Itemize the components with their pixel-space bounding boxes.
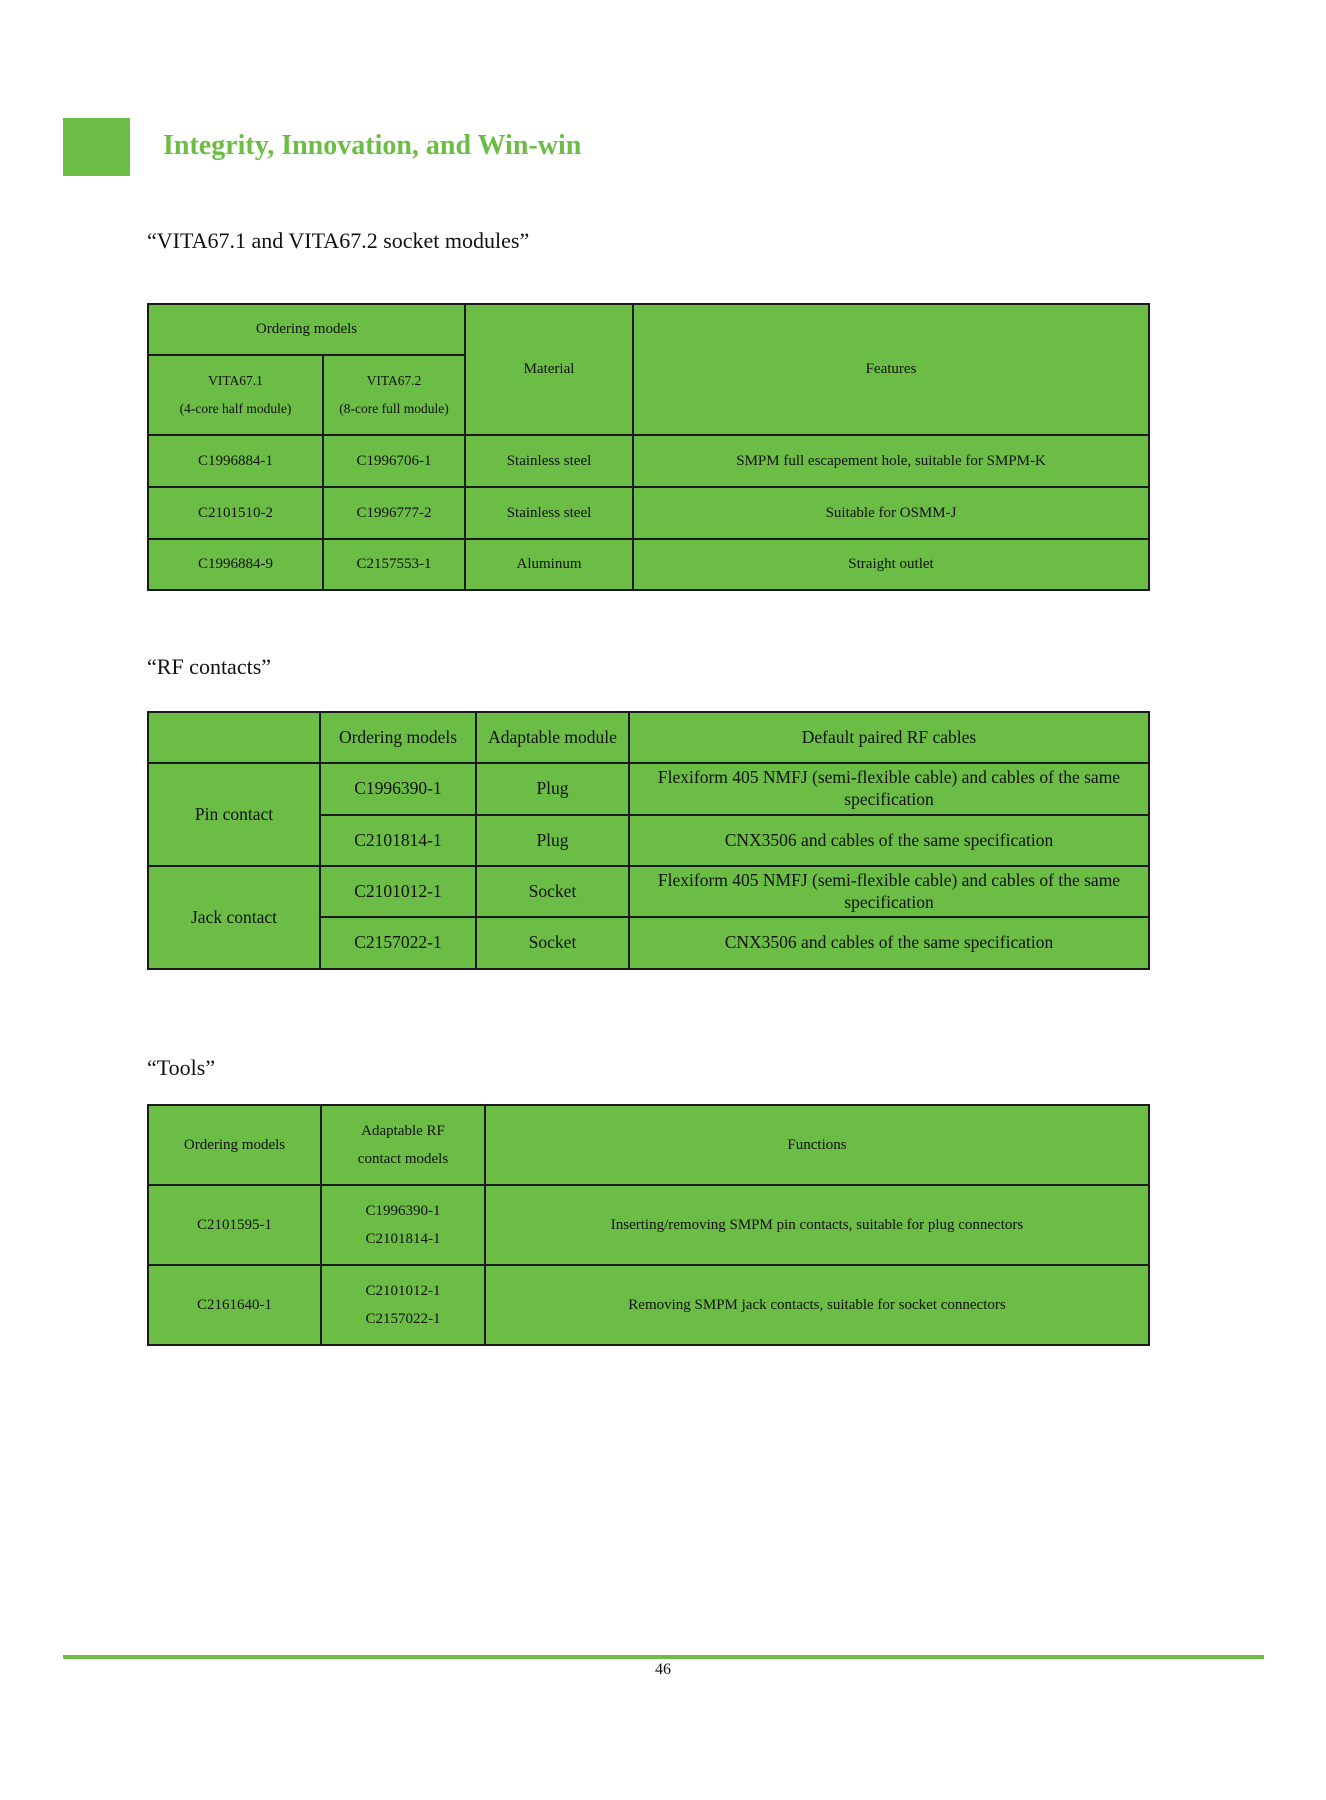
- rf-group-label-jack: Jack contact: [148, 866, 320, 969]
- tools-header-adaptable-line2: contact models: [357, 1151, 449, 1167]
- header-title: Integrity, Innovation, and Win-win: [163, 130, 582, 161]
- section-title-tools: “Tools”: [147, 1055, 216, 1080]
- vita-header-vita672: [323, 355, 465, 435]
- tools-function: Removing SMPM jack contacts, suitable for socket connectors: [485, 1265, 1149, 1345]
- vita672-model: C2157553-1: [323, 539, 465, 590]
- material-cell: Aluminum: [465, 539, 633, 590]
- tools-model: C2101595-1: [148, 1185, 321, 1265]
- rf-header-adaptable-module: Adaptable module: [476, 712, 629, 763]
- rf-cables: CNX3506 and cables of the same specification: [629, 815, 1149, 866]
- tools-header-row: [148, 1105, 1149, 1185]
- features-cell: Straight outlet: [633, 539, 1149, 590]
- rf-contacts-table: [147, 711, 1150, 970]
- rf-model: C2101012-1: [320, 866, 476, 917]
- page-number: 46: [655, 1661, 671, 1678]
- section-title-rf: “RF contacts”: [147, 654, 272, 679]
- rf-module: Plug: [476, 763, 629, 815]
- tools-contact-model: C1996390-1: [365, 1203, 441, 1219]
- vita-header-ordering-models: Ordering models: [148, 304, 465, 355]
- rf-header-cables: Default paired RF cables: [629, 712, 1149, 763]
- vita-table: [147, 303, 1150, 591]
- vita671-sublabel: (4-core half module): [179, 401, 292, 416]
- tools-function: Inserting/removing SMPM pin contacts, suitable for plug connectors: [485, 1185, 1149, 1265]
- table-row: [148, 763, 1149, 815]
- vita671-model: C1996884-1: [148, 435, 323, 487]
- vita671-label: VITA67.1: [208, 373, 263, 388]
- vita672-sublabel: (8-core full module): [339, 401, 449, 416]
- tools-contact-model: C2101012-1: [365, 1283, 441, 1299]
- material-cell: Stainless steel: [465, 435, 633, 487]
- tools-contact-model: C2157022-1: [365, 1311, 441, 1327]
- rf-group-label-pin: Pin contact: [148, 763, 320, 866]
- table-row: [148, 487, 1149, 539]
- rf-model: C2157022-1: [320, 917, 476, 969]
- vita672-model: C1996706-1: [323, 435, 465, 487]
- features-cell: SMPM full escapement hole, suitable for SMPM-K: [633, 435, 1149, 487]
- tools-header-adaptable: [321, 1105, 485, 1185]
- table-row: [148, 866, 1149, 917]
- table-row: [148, 539, 1149, 590]
- tools-contact-model: C2101814-1: [365, 1231, 441, 1247]
- tools-header-adaptable-line1: Adaptable RF: [361, 1123, 445, 1139]
- tools-header-ordering-models: Ordering models: [148, 1105, 321, 1185]
- tools-header-functions: Functions: [485, 1105, 1149, 1185]
- vita-header-row: [148, 304, 1149, 355]
- rf-header-row: [148, 712, 1149, 763]
- rf-module: Socket: [476, 917, 629, 969]
- material-cell: Stainless steel: [465, 487, 633, 539]
- table-row: [148, 1185, 1149, 1265]
- rf-module: Socket: [476, 866, 629, 917]
- vita671-model: C2101510-2: [148, 487, 323, 539]
- vita-header-features: Features: [633, 304, 1149, 435]
- tools-contacts: [321, 1265, 485, 1345]
- rf-model: C1996390-1: [320, 763, 476, 815]
- rf-header-blank: [148, 712, 320, 763]
- vita-header-vita671: [148, 355, 323, 435]
- vita671-model: C1996884-9: [148, 539, 323, 590]
- vita-header-material: Material: [465, 304, 633, 435]
- rf-header-ordering-models: Ordering models: [320, 712, 476, 763]
- rf-module: Plug: [476, 815, 629, 866]
- tools-contacts: [321, 1185, 485, 1265]
- table-row: [148, 1265, 1149, 1345]
- section-title-vita: “VITA67.1 and VITA67.2 socket modules”: [147, 228, 530, 253]
- vita672-label: VITA67.2: [366, 373, 422, 388]
- rf-cables: Flexiform 405 NMFJ (semi-flexible cable) and cables of the same specification: [629, 763, 1149, 815]
- header-accent-block: [63, 118, 130, 176]
- rf-model: C2101814-1: [320, 815, 476, 866]
- vita672-model: C1996777-2: [323, 487, 465, 539]
- table-row: [148, 435, 1149, 487]
- features-cell: Suitable for OSMM-J: [633, 487, 1149, 539]
- tools-model: C2161640-1: [148, 1265, 321, 1345]
- rf-cables: Flexiform 405 NMFJ (semi-flexible cable) and cables of the same specification: [629, 866, 1149, 917]
- rf-cables: CNX3506 and cables of the same specification: [629, 917, 1149, 969]
- footer-rule: [63, 1655, 1264, 1659]
- tools-table: [147, 1104, 1150, 1346]
